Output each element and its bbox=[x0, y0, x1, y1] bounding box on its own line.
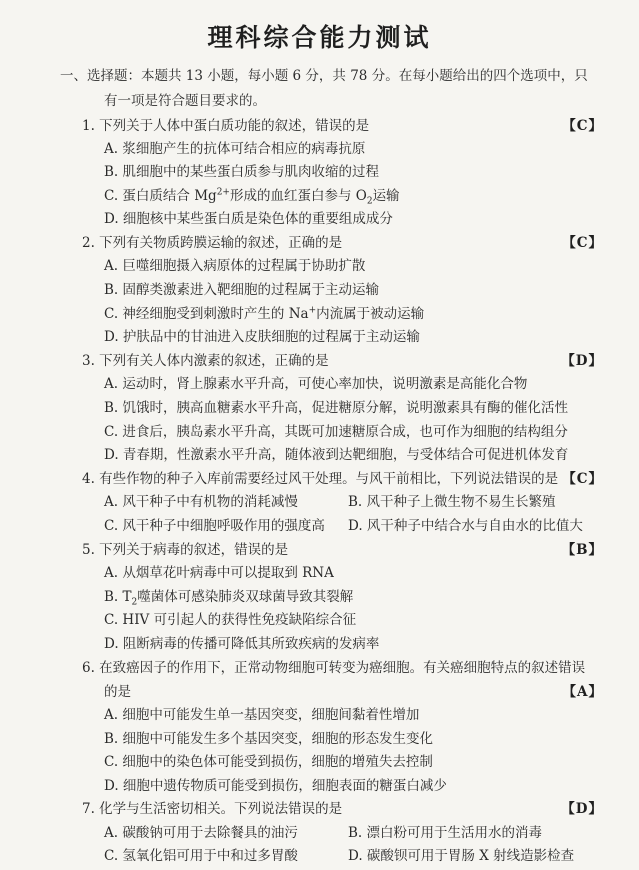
page-title: 理科综合能力测试 bbox=[207, 23, 432, 52]
option-b: B. 细胞中可能发生多个基因突变，细胞的形态发生变化 bbox=[104, 731, 434, 747]
question-stem: 3. 下列有关人体内激素的叙述，正确的是 bbox=[82, 353, 329, 369]
answer-badge: 【C】 bbox=[562, 235, 603, 251]
option-c-text: C. 蛋白质结合 Mg bbox=[104, 188, 217, 204]
question-stem: 1. 下列关于人体中蛋白质功能的叙述，错误的是 bbox=[82, 118, 370, 134]
option-c: C. 氢氧化铝可用于中和过多胃酸 bbox=[104, 848, 298, 864]
option-a: A. 风干种子中有机物的消耗减慢 bbox=[104, 494, 298, 510]
superscript: + bbox=[308, 305, 317, 316]
option-c bbox=[104, 186, 400, 206]
option-c: C. HIV 可引起人的获得性免疫缺陷综合征 bbox=[104, 612, 357, 628]
option-b: B. 固醇类激素进入靶细胞的过程属于主动运输 bbox=[104, 282, 380, 298]
option-b: B. 风干种子上微生物不易生长繁殖 bbox=[348, 494, 556, 510]
option-c bbox=[104, 304, 424, 324]
section-header-line2: 有一项是符合题目要求的。 bbox=[104, 93, 266, 109]
option-c-text-end: 运输 bbox=[372, 188, 400, 204]
question-stem: 5. 下列关于病毒的叙述，错误的是 bbox=[82, 542, 289, 558]
option-d: D. 风干种子中结合水与自由水的比值大 bbox=[348, 518, 583, 534]
question-stem: 4. 有些作物的种子入库前需要经过风干处理。与风干前相比，下列说法错误的是 bbox=[82, 471, 559, 487]
option-a: A. 巨噬细胞摄入病原体的过程属于协助扩散 bbox=[104, 258, 366, 274]
subscript: 2 bbox=[366, 196, 373, 207]
question-stem: 7. 化学与生活密切相关。下列说法错误的是 bbox=[82, 801, 343, 817]
option-c-text: C. 神经细胞受到刺激时产生的 Na bbox=[104, 306, 309, 322]
option-b bbox=[104, 587, 353, 607]
option-a: A. 浆细胞产生的抗体可结合相应的病毒抗原 bbox=[104, 141, 366, 157]
option-c: C. 风干种子中细胞呼吸作用的强度高 bbox=[104, 518, 325, 534]
option-c: C. 细胞中的染色体可能受到损伤，细胞的增殖失去控制 bbox=[104, 754, 433, 770]
option-b: B. 漂白粉可用于生活用水的消毒 bbox=[348, 825, 543, 841]
question-stem: 6. 在致癌因子的作用下，正常动物细胞可转变为癌细胞。有关癌细胞特点的叙述错误 bbox=[82, 660, 586, 676]
option-c-text-end: 内流属于被动运输 bbox=[316, 306, 425, 322]
answer-badge: 【C】 bbox=[562, 118, 603, 134]
option-d: D. 护肤品中的甘油进入皮肤细胞的过程属于主动运输 bbox=[104, 329, 420, 345]
option-a: A. 运动时，肾上腺素水平升高，可使心率加快，说明激素是高能化合物 bbox=[104, 376, 528, 392]
option-a: A. 从烟草花叶病毒中可以提取到 RNA bbox=[104, 565, 334, 581]
answer-badge: 【D】 bbox=[561, 353, 603, 369]
superscript: 2+ bbox=[216, 187, 230, 198]
option-d: D. 细胞中遗传物质可能受到损伤，细胞表面的糖蛋白减少 bbox=[104, 778, 447, 794]
section-header-line1: 一、选择题：本题共 13 小题，每小题 6 分，共 78 分。在每小题给出的四个选项中，只 bbox=[60, 68, 588, 84]
answer-badge: 【D】 bbox=[561, 801, 603, 817]
option-b-text-end: 噬菌体可感染肺炎双球菌导致其裂解 bbox=[137, 589, 354, 605]
option-c: C. 进食后，胰岛素水平升高，其既可加速糖原合成，也可作为细胞的结构组分 bbox=[104, 424, 568, 440]
answer-badge: 【B】 bbox=[561, 542, 603, 558]
option-a: A. 细胞中可能发生单一基因突变，细胞间黏着性增加 bbox=[104, 707, 420, 723]
option-d: D. 碳酸钡可用于胃肠 X 射线造影检查 bbox=[348, 848, 575, 864]
answer-badge: 【A】 bbox=[562, 684, 603, 700]
option-d: D. 青春期，性激素水平升高，随体液到达靶细胞，与受体结合可促进机体发育 bbox=[104, 447, 569, 463]
option-d: D. 细胞核中某些蛋白质是染色体的重要组成成分 bbox=[104, 211, 393, 227]
option-b-text: B. T bbox=[104, 589, 132, 605]
option-d: D. 阻断病毒的传播可降低其所致疾病的发病率 bbox=[104, 636, 380, 652]
answer-badge: 【C】 bbox=[562, 471, 603, 487]
option-c-text-mid: 形成的血红蛋白参与 O bbox=[229, 188, 367, 204]
subscript: 2 bbox=[131, 597, 138, 608]
option-a: A. 碳酸钠可用于去除餐具的油污 bbox=[104, 825, 298, 841]
question-stem-cont: 的是 bbox=[104, 684, 131, 700]
question-stem: 2. 下列有关物质跨膜运输的叙述，正确的是 bbox=[82, 235, 343, 251]
option-b: B. 肌细胞中的某些蛋白质参与肌肉收缩的过程 bbox=[104, 164, 380, 180]
option-b: B. 饥饿时，胰高血糖素水平升高，促进糖原分解，说明激素具有酶的催化活性 bbox=[104, 400, 569, 416]
